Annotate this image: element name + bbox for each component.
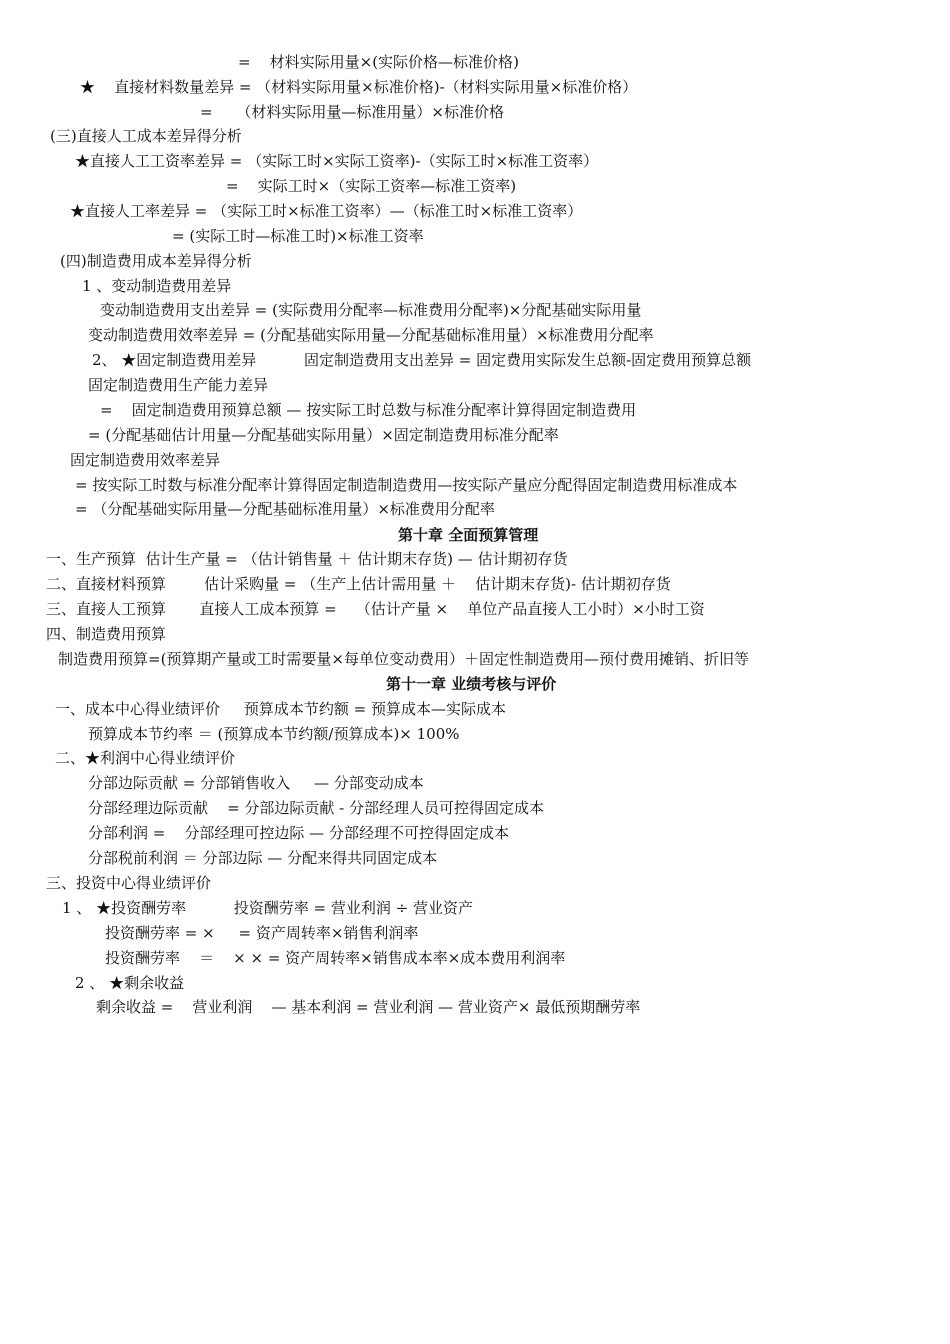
text-line: 1 、变动制造费用差异 xyxy=(82,277,232,295)
text-line: = 实际工时×（实际工资率—标准工资率) xyxy=(226,177,517,195)
text-line: 制造费用预算=(预算期产量或工时需要量×每单位变动费用）＋固定性制造费用—预付费用摊销、折旧等 xyxy=(58,650,749,668)
text-line: 1 、 ★投资酬劳率 投资酬劳率 = 营业利润 ÷ 营业资产 xyxy=(62,899,473,917)
text-line: 固定制造费用生产能力差异 xyxy=(88,376,269,394)
text-line: = 固定制造费用预算总额 — 按实际工时总数与标准分配率计算得固定制造费用 xyxy=(100,401,637,419)
text-line: 预算成本节约率 ＝ (预算成本节约额/预算成本)× 100% xyxy=(88,725,460,743)
text-line: 分部利润 = 分部经理可控边际 — 分部经理不可控得固定成本 xyxy=(88,824,509,842)
text-line: ★直接人工工资率差异 = （实际工时×实际工资率)-（实际工时×标准工资率） xyxy=(75,152,599,170)
text-line: 一、生产预算 估计生产量 = （估计销售量 ＋ 估计期末存货) — 估计期初存货 xyxy=(46,550,568,568)
text-line: 变动制造费用支出差异 = (实际费用分配率—标准费用分配率)×分配基础实际用量 xyxy=(100,301,642,319)
text-line: ★ 直接材料数量差异 = （材料实际用量×标准价格)-（材料实际用量×标准价格） xyxy=(80,78,638,96)
text-line: 三、直接人工预算 直接人工成本预算 = （估计产量 × 单位产品直接人工小时）×小时工资 xyxy=(46,600,705,618)
text-line: = （材料实际用量—标准用量）×标准价格 xyxy=(200,103,504,121)
text-line: 剩余收益 = 营业利润 — 基本利润 = 营业利润 — 营业资产× 最低预期酬劳率 xyxy=(96,998,641,1016)
text-line: 二、★利润中心得业绩评价 xyxy=(55,749,236,767)
text-line: 投资酬劳率 = × = 资产周转率×销售利润率 xyxy=(105,924,419,942)
text-line: = （分配基础实际用量—分配基础标准用量）×标准费用分配率 xyxy=(75,500,495,518)
section-heading: (三)直接人工成本差异得分析 xyxy=(50,127,242,145)
chapter-heading: 第十一章 业绩考核与评价 xyxy=(386,675,557,693)
text-line: 2 、 ★剩余收益 xyxy=(75,974,185,992)
text-line: 分部经理边际贡献 = 分部边际贡献 - 分部经理人员可控得固定成本 xyxy=(88,799,545,817)
text-line: = (实际工时—标准工时)×标准工资率 xyxy=(172,227,424,245)
text-line: 四、制造费用预算 xyxy=(46,625,167,643)
text-line: = 按实际工时数与标准分配率计算得固定制造制造费用—按实际产量应分配得固定制造费用标准成本 xyxy=(75,476,738,494)
text-line: 三、投资中心得业绩评价 xyxy=(46,874,212,892)
text-line: 2、 ★固定制造费用差异 固定制造费用支出差异 = 固定费用实际发生总额-固定费用预算总额 xyxy=(92,351,752,369)
chapter-heading: 第十章 全面预算管理 xyxy=(398,526,539,544)
text-line: 投资酬劳率 ＝ × × = 资产周转率×销售成本率×成本费用利润率 xyxy=(105,949,566,967)
text-line: 分部边际贡献 = 分部销售收入 — 分部变动成本 xyxy=(88,774,424,792)
text-line: 二、直接材料预算 估计采购量 = （生产上估计需用量 ＋ 估计期末存货)- 估计期初存货 xyxy=(46,575,671,593)
text-line: ★直接人工率差异 = （实际工时×标准工资率）—（标准工时×标准工资率） xyxy=(70,202,583,220)
text-line: 变动制造费用效率差异 = (分配基础实际用量—分配基础标准用量）×标准费用分配率 xyxy=(88,326,654,344)
text-line: = (分配基础估计用量—分配基础实际用量）×固定制造费用标准分配率 xyxy=(88,426,559,444)
text-line: = 材料实际用量×(实际价格—标准价格) xyxy=(238,53,519,71)
text-line: 分部税前利润 ＝ 分部边际 — 分配来得共同固定成本 xyxy=(88,849,438,867)
text-line: 一、成本中心得业绩评价 预算成本节约额 = 预算成本—实际成本 xyxy=(55,700,506,718)
text-line: 固定制造费用效率差异 xyxy=(70,451,221,469)
section-heading: (四)制造费用成本差异得分析 xyxy=(60,252,252,270)
